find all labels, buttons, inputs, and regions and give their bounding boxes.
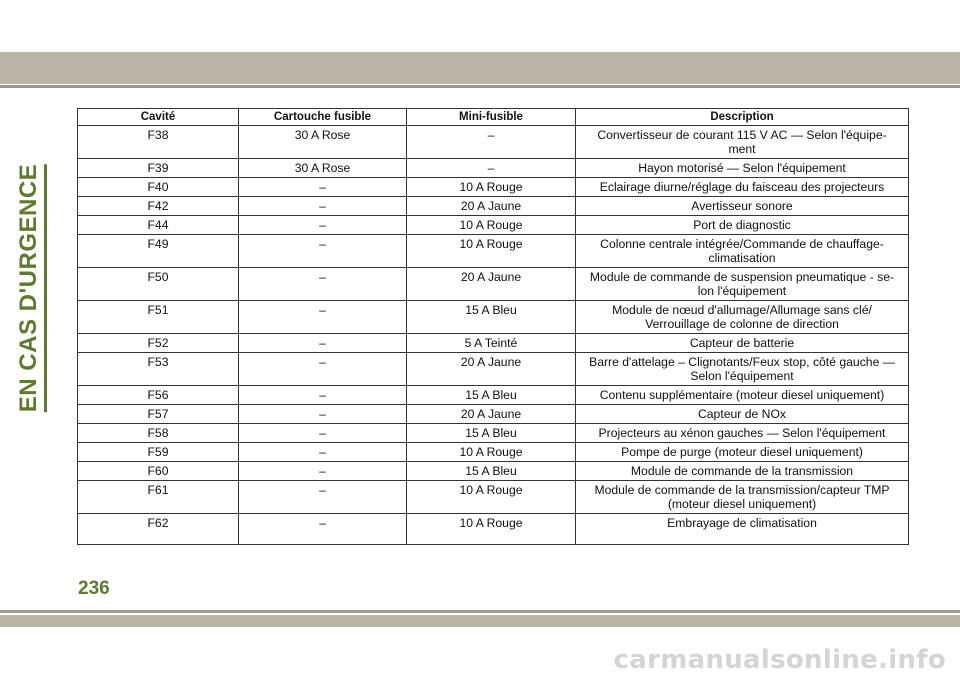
cell-description	[576, 353, 909, 386]
cell-description	[576, 462, 909, 481]
description-line: Avertisseur sonore	[691, 199, 793, 213]
cell-cartouche-fusible: –	[239, 235, 407, 268]
table-row	[78, 424, 909, 443]
description-line: Module de commande de la transmission	[630, 464, 854, 478]
description-line: Capteur de batterie	[689, 336, 795, 350]
cell-cavite: F44	[78, 216, 239, 235]
cell-mini-fusible: 10 A Rouge	[407, 481, 576, 514]
cell-cartouche-fusible: –	[239, 481, 407, 514]
fuse-table	[77, 108, 909, 545]
description-line: Eclairage diurne/réglage du faisceau des projecteurs	[599, 180, 885, 194]
description-line: (moteur diesel uniquement)	[667, 497, 817, 511]
table-row	[78, 178, 909, 197]
cell-mini-fusible: –	[407, 159, 576, 178]
section-title: EN CAS D'URGENCE	[15, 164, 47, 412]
table-body	[78, 126, 909, 545]
watermark: carmanualsonline.info	[613, 645, 946, 675]
description-line: Hayon motorisé — Selon l'équipement	[638, 161, 846, 175]
cell-cavite: F51	[78, 301, 239, 334]
description-line: Convertisseur de courant 115 V AC — Selon l'équipe-	[597, 128, 887, 142]
column-header-description: Description	[576, 109, 909, 126]
table-row	[78, 235, 909, 268]
description-line: Barre d'attelage – Clignotants/Feux stop, côté gauche —	[589, 355, 895, 369]
column-header-mini-fusible: Mini-fusible	[407, 109, 576, 126]
cell-cartouche-fusible: –	[239, 216, 407, 235]
cell-cartouche-fusible: –	[239, 462, 407, 481]
table-row	[78, 514, 909, 545]
cell-description	[576, 197, 909, 216]
table-row	[78, 301, 909, 334]
description-line: Selon l'équipement	[690, 369, 794, 383]
cell-cartouche-fusible: –	[239, 405, 407, 424]
table-row	[78, 353, 909, 386]
description-line: Projecteurs au xénon gauches — Selon l'équipement	[598, 426, 886, 440]
cell-cavite: F42	[78, 197, 239, 216]
description-line: Contenu supplémentaire (moteur diesel uniquement)	[599, 388, 885, 402]
cell-mini-fusible: 15 A Bleu	[407, 424, 576, 443]
header-band	[0, 52, 960, 84]
cell-cartouche-fusible: –	[239, 197, 407, 216]
cell-mini-fusible: 20 A Jaune	[407, 197, 576, 216]
table-row	[78, 159, 909, 178]
cell-cartouche-fusible: –	[239, 386, 407, 405]
table-row	[78, 386, 909, 405]
table-row	[78, 197, 909, 216]
table-header-row	[78, 109, 909, 126]
cell-cavite: F56	[78, 386, 239, 405]
cell-description	[576, 405, 909, 424]
table-row	[78, 462, 909, 481]
cell-cavite: F49	[78, 235, 239, 268]
footer-band	[0, 615, 960, 627]
table-row	[78, 334, 909, 353]
cell-mini-fusible: 10 A Rouge	[407, 443, 576, 462]
cell-description	[576, 178, 909, 197]
cell-description	[576, 386, 909, 405]
cell-mini-fusible: –	[407, 126, 576, 159]
header-rule	[0, 85, 960, 88]
cell-mini-fusible: 20 A Jaune	[407, 405, 576, 424]
cell-cavite: F39	[78, 159, 239, 178]
cell-cavite: F61	[78, 481, 239, 514]
cell-cartouche-fusible: –	[239, 268, 407, 301]
cell-mini-fusible: 20 A Jaune	[407, 353, 576, 386]
cell-description	[576, 126, 909, 159]
cell-cavite: F52	[78, 334, 239, 353]
cell-cartouche-fusible: –	[239, 353, 407, 386]
table-row	[78, 216, 909, 235]
cell-cartouche-fusible: –	[239, 424, 407, 443]
cell-mini-fusible: 15 A Bleu	[407, 301, 576, 334]
cell-description	[576, 443, 909, 462]
cell-cavite: F38	[78, 126, 239, 159]
cell-description	[576, 514, 909, 545]
table-row	[78, 268, 909, 301]
description-line: Embrayage de climatisation	[667, 516, 817, 530]
table-row	[78, 481, 909, 514]
cell-cartouche-fusible: –	[239, 443, 407, 462]
cell-cavite: F62	[78, 514, 239, 545]
cell-cartouche-fusible: 30 A Rose	[239, 159, 407, 178]
cell-cartouche-fusible: –	[239, 178, 407, 197]
cell-description	[576, 235, 909, 268]
description-line: Capteur de NOx	[697, 407, 787, 421]
cell-description	[576, 268, 909, 301]
description-line: Module de commande de la transmission/capteur TMP	[594, 483, 890, 497]
description-line: Port de diagnostic	[693, 218, 791, 232]
cell-cavite: F40	[78, 178, 239, 197]
cell-cartouche-fusible: –	[239, 514, 407, 545]
cell-mini-fusible: 10 A Rouge	[407, 216, 576, 235]
cell-mini-fusible: 15 A Bleu	[407, 462, 576, 481]
cell-cavite: F53	[78, 353, 239, 386]
cell-description	[576, 481, 909, 514]
cell-mini-fusible: 10 A Rouge	[407, 235, 576, 268]
description-line: Pompe de purge (moteur diesel uniquement)	[621, 445, 863, 459]
cell-description	[576, 159, 909, 178]
table-row	[78, 443, 909, 462]
description-line: ment	[728, 142, 756, 156]
cell-description	[576, 334, 909, 353]
page-number: 236	[78, 578, 110, 599]
description-line: Module de commande de suspension pneumatique - se-	[589, 270, 895, 284]
table-row	[78, 405, 909, 424]
cell-mini-fusible: 15 A Bleu	[407, 386, 576, 405]
footer-rule	[0, 610, 960, 613]
cell-cavite: F58	[78, 424, 239, 443]
description-line: lon l'équipement	[697, 284, 787, 298]
cell-cartouche-fusible: –	[239, 301, 407, 334]
description-line: Module de nœud d'allumage/Allumage sans clé/	[612, 303, 872, 317]
cell-description	[576, 301, 909, 334]
cell-mini-fusible: 20 A Jaune	[407, 268, 576, 301]
cell-cavite: F60	[78, 462, 239, 481]
column-header-cavite: Cavité	[78, 109, 239, 126]
cell-description	[576, 424, 909, 443]
table-row	[78, 126, 909, 159]
cell-cartouche-fusible: –	[239, 334, 407, 353]
cell-cartouche-fusible: 30 A Rose	[239, 126, 407, 159]
cell-mini-fusible: 10 A Rouge	[407, 178, 576, 197]
cell-cavite: F59	[78, 443, 239, 462]
cell-mini-fusible: 5 A Teinté	[407, 334, 576, 353]
cell-mini-fusible: 10 A Rouge	[407, 514, 576, 545]
description-line: Colonne centrale intégrée/Commande de chauffage-	[600, 237, 884, 251]
cell-cavite: F50	[78, 268, 239, 301]
column-header-cartouche: Cartouche fusible	[239, 109, 407, 126]
description-line: Verrouillage de colonne de direction	[645, 317, 839, 331]
cell-cavite: F57	[78, 405, 239, 424]
cell-description	[576, 216, 909, 235]
description-line: climatisation	[708, 251, 776, 265]
